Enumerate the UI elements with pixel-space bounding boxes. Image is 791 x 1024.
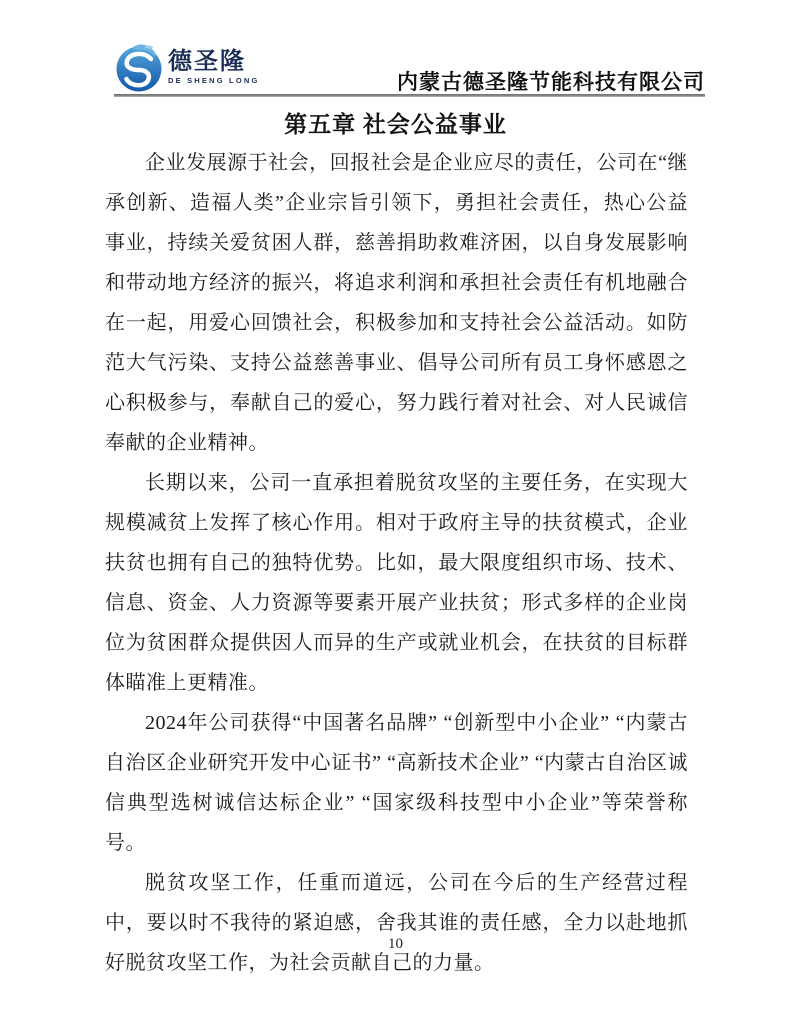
- page-header: [114, 40, 705, 98]
- header-divider: [114, 94, 705, 97]
- document-body: [105, 143, 688, 983]
- company-name: 内蒙古德圣隆节能科技有限公司: [397, 70, 705, 94]
- body-paragraph: 脱贫攻坚工作，任重而道远，公司在今后的生产经营过程中，要以时不我待的紧迫感，舍我其谁的责任感，全力以赴地抓好脱贫攻坚工作，为社会贡献自己的力量。: [105, 872, 688, 974]
- page-title: 第五章 社会公益事业: [284, 112, 507, 137]
- logo-text: [168, 42, 260, 85]
- brand-name-cn: 德圣隆: [168, 48, 246, 75]
- body-paragraph: 2024年公司获得“中国著名品牌” “创新型中小企业” “内蒙古自治区企业研究开发中心证书” “高新技术企业” “内蒙古自治区诚信典型选树诚信达标企业” “国家级科技型中小企业”等荣誉称号。: [105, 712, 688, 854]
- page-number: 10: [388, 936, 403, 952]
- brand-name-en: DE SHENG LONG: [168, 76, 260, 85]
- body-paragraph: 企业发展源于社会，回报社会是企业应尽的责任，公司在“继承创新、造福人类”企业宗旨引领下，勇担社会责任，热心公益事业，持续关爱贫困人群，慈善捐助救难济困，以自身发展影响和带动地方经济的振兴，将追求利润和承担社会责任有机地融合在一起，用爱心回馈社会，积极参加和支持社会公益活动。如防范大气污染、支持公益慈善事业、倡导公司所有员工身怀感恩之心积极参与，奉献自己的爱心，努力践行着对社会、对人民诚信奉献的企业精神。: [105, 152, 688, 454]
- company-logo: [114, 42, 260, 92]
- body-paragraph: 长期以来，公司一直承担着脱贫攻坚的主要任务，在实现大规模减贫上发挥了核心作用。相对于政府主导的扶贫模式，企业扶贫也拥有自己的独特优势。比如，最大限度组织市场、技术、信息、资金、人力资源等要素开展产业扶贫；形式多样的企业岗位为贫困群众提供因人而异的生产或就业机会，在扶贫的目标群体瞄准上更精准。: [105, 472, 688, 694]
- dragon-s-logo-icon: [114, 42, 164, 92]
